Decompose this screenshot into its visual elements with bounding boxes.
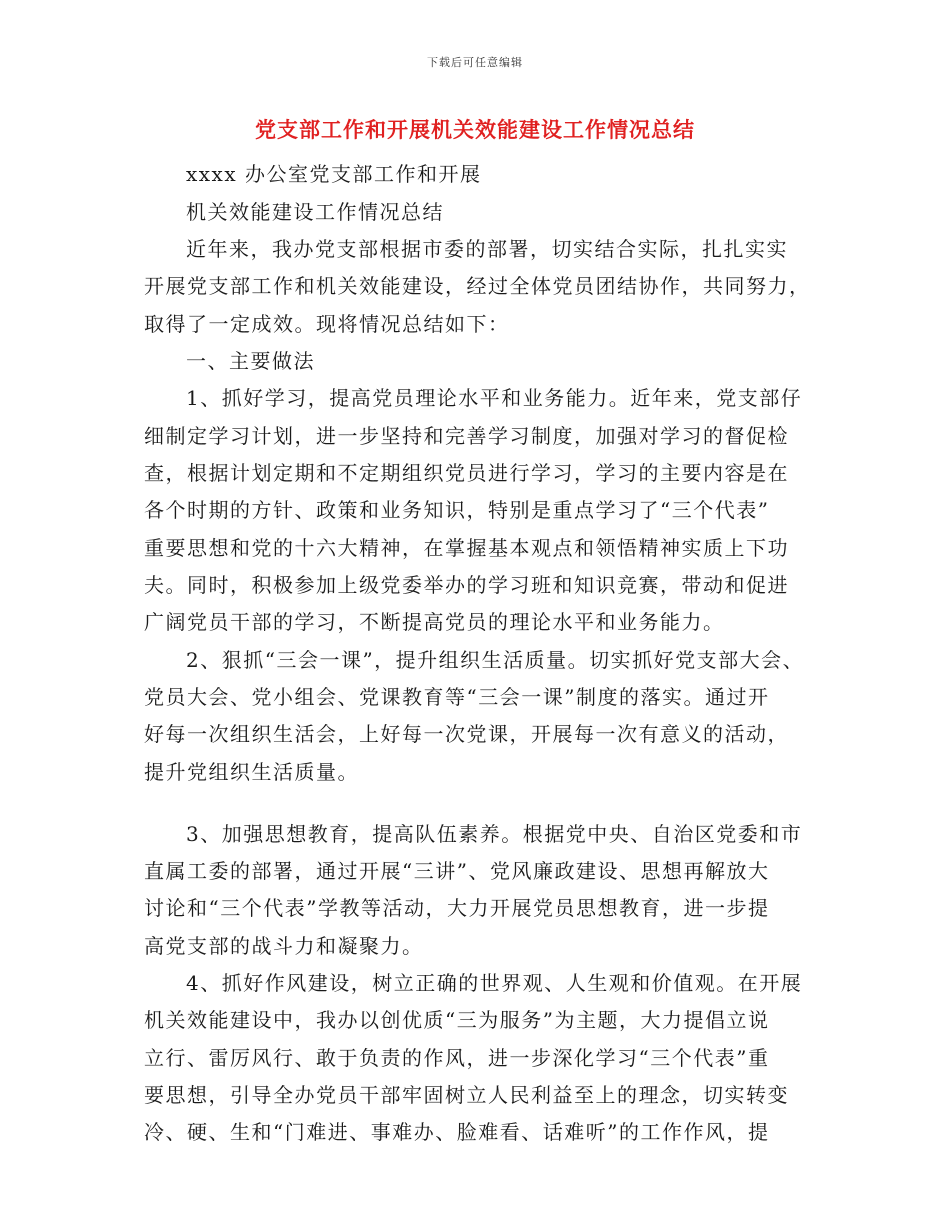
paragraph-line: 好每一次组织生活会，上好每一次党课，开展每一次有意义的活动， xyxy=(144,722,789,746)
paragraph-line: 4、抓好作风建设，树立正确的世界观、人生观和价值观。在开展 xyxy=(186,971,803,995)
paragraph-line: 提升党组织生活质量。 xyxy=(144,760,359,784)
paragraph-line: 机关效能建设中，我办以创优质“三为服务”为主题，大力提倡立说 xyxy=(144,1008,770,1032)
paragraph-line: 高党支部的战斗力和凝聚力。 xyxy=(144,934,424,958)
paragraph-line: 取得了一定成效。现将情况总结如下： xyxy=(144,312,510,336)
paragraph-line: 查，根据计划定期和不定期组织党员进行学习，学习的主要内容是在 xyxy=(144,461,789,485)
paragraph-line: 党员大会、党小组会、党课教育等“三会一课”制度的落实。通过开 xyxy=(144,685,770,709)
paragraph-line: 1、抓好学习，提高党员理论水平和业务能力。近年来，党支部仔 xyxy=(186,386,803,410)
paragraph-line: 讨论和“三个代表”学教等活动，大力开展党员思想教育，进一步提 xyxy=(144,896,770,920)
paragraph-line: 近年来，我办党支部根据市委的部署，切实结合实际，扎扎实实 xyxy=(186,237,788,261)
header-note: 下载后可任意编辑 xyxy=(427,56,523,69)
paragraph-line: 开展党支部工作和机关效能建设，经过全体党员团结协作，共同努力， xyxy=(144,274,811,298)
paragraph-line: 直属工委的部署，通过开展“三讲”、党风廉政建设、思想再解放大 xyxy=(144,859,770,883)
paragraph-line: 夫。同时，积极参加上级党委举办的学习班和知识竞赛，带动和促进 xyxy=(144,573,789,597)
subtitle-line-2: 机关效能建设工作情况总结 xyxy=(186,200,444,224)
subtitle-line-1: xxxx 办公室党支部工作和开展 xyxy=(186,162,482,186)
paragraph-line: 重要思想和党的十六大精神，在掌握基本观点和领悟精神实质上下功 xyxy=(144,536,789,560)
paragraph-line: 广阔党员干部的学习，不断提高党员的理论水平和业务能力。 xyxy=(144,610,725,634)
document-title: 党支部工作和开展机关效能建设工作情况总结 xyxy=(255,117,695,142)
paragraph-line: 立行、雷厉风行、敢于负责的作风，进一步深化学习“三个代表”重 xyxy=(144,1046,770,1070)
paragraph-line: 各个时期的方针、政策和业务知识，特别是重点学习了“三个代表” xyxy=(144,498,770,522)
paragraph-line: 细制定学习计划，进一步坚持和完善学习制度，加强对学习的督促检 xyxy=(144,424,789,448)
paragraph-line: 3、加强思想教育，提高队伍素养。根据党中央、自治区党委和市 xyxy=(186,822,803,846)
section-heading: 一、主要做法 xyxy=(186,349,315,373)
paragraph-line: 冷、硬、生和“门难进、事难办、脸难看、话难听”的工作作风，提 xyxy=(144,1120,770,1144)
paragraph-line: 要思想，引导全办党员干部牢固树立人民利益至上的理念，切实转变 xyxy=(144,1083,789,1107)
paragraph-line: 2、狠抓“三会一课”，提升组织生活质量。切实抓好党支部大会、 xyxy=(186,648,805,672)
